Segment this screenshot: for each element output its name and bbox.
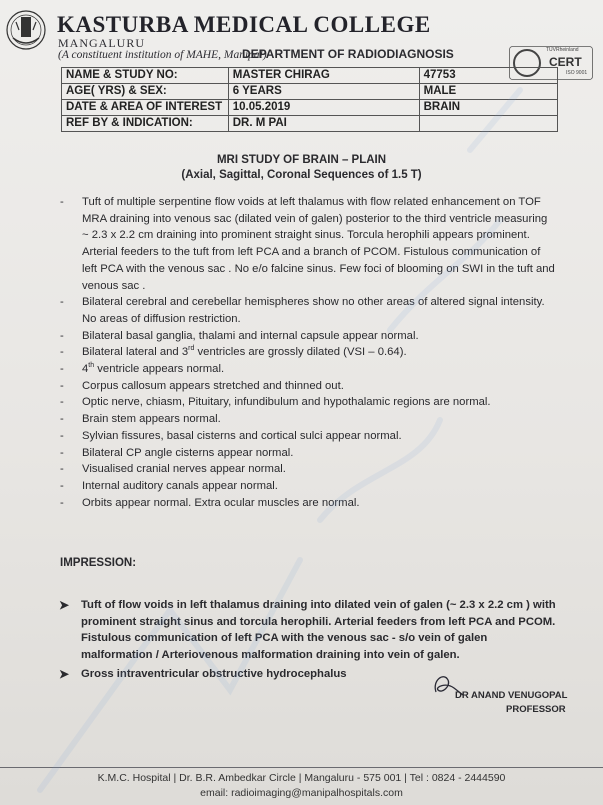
finding-superscript: rd bbox=[188, 345, 195, 353]
row-label: AGE( YRS) & SEX: bbox=[62, 84, 229, 100]
dash-bullet-icon: - bbox=[60, 296, 64, 309]
list-item bbox=[56, 461, 556, 478]
row-value-text: 6 YEARS bbox=[232, 85, 282, 97]
doctor-name: DR ANAND VENUGOPAL bbox=[455, 690, 568, 701]
impression-heading: IMPRESSION: bbox=[60, 557, 137, 569]
row-extra-text: 47753 bbox=[423, 69, 456, 81]
footer-address: K.M.C. Hospital | Dr. B.R. Ambedkar Circle | Mangaluru - 575 001 | Tel : 0824 - 2444590 bbox=[97, 772, 506, 784]
list-item bbox=[56, 344, 556, 361]
table-row bbox=[62, 84, 558, 100]
department-name: DEPARTMENT OF RADIODIAGNOSIS bbox=[242, 47, 454, 61]
list-item bbox=[56, 411, 556, 428]
list-item bbox=[56, 328, 556, 345]
cert-issuer: TÜVRheinland bbox=[546, 47, 579, 53]
row-value-text: DR. M PAI bbox=[232, 117, 287, 129]
row-extra bbox=[419, 116, 557, 132]
impression-text: Tuft of flow voids in left thalamus draining into dilated vein of galen (~ 2.3 x 2.2 cm ) with prominent straight sinus and torcula herophili. Arterial feeders from left PCA and PCOM. Fistulous communication of left PCA with the venous sac - s/o vein of galen malformation / Arteriovenous malformation draining into vein of galen. bbox=[81, 599, 556, 662]
finding-text: Visualised cranial nerves appear normal. bbox=[82, 463, 286, 476]
list-item bbox=[56, 294, 556, 327]
row-value bbox=[228, 116, 419, 132]
row-value bbox=[228, 68, 419, 84]
patient-info-table bbox=[61, 67, 558, 132]
college-name: KASTURBA MEDICAL COLLEGE bbox=[57, 12, 431, 37]
table-row bbox=[62, 100, 558, 116]
findings-list bbox=[56, 194, 556, 511]
list-item bbox=[57, 597, 557, 664]
study-subtitle: (Axial, Sagittal, Coronal Sequences of 1.5 T) bbox=[181, 169, 422, 181]
study-title: MRI STUDY OF BRAIN – PLAIN bbox=[216, 154, 387, 166]
finding-text: Sylvian fissures, basal cisterns and cortical sulci appear normal. bbox=[82, 429, 402, 442]
college-logo-icon bbox=[4, 8, 48, 52]
finding-text: Orbits appear normal. Extra ocular muscles are normal. bbox=[82, 496, 360, 509]
finding-superscript: th bbox=[88, 362, 95, 370]
list-item bbox=[56, 194, 556, 294]
finding-text: Brain stem appears normal. bbox=[82, 413, 221, 426]
finding-text: Bilateral cerebral and cerebellar hemispheres show no other areas of altered signal intensity. No areas of diffusion restriction. bbox=[82, 296, 545, 325]
dash-bullet-icon: - bbox=[60, 196, 64, 208]
finding-text: Bilateral CP angle cisterns appear normal. bbox=[82, 446, 294, 459]
list-item bbox=[56, 445, 556, 462]
dash-bullet-icon: - bbox=[60, 496, 64, 509]
list-item bbox=[56, 361, 556, 378]
dash-bullet-icon: - bbox=[60, 479, 64, 492]
finding-text: Tuft of multiple serpentine flow voids at left thalamus with flow related enhancement on TOF MRA draining into venous sac (dilated vein of galen) posterior to the third ventricle measuring ~ 2.3 x 2.2 cm draining into prominent straight sinus. Torcula herophili appears prominent. Arterial feeders to the tuft from left PCA and a branch of PCOM. Fistulous communication of left PCA with the venous sac . No e/o falcine sinus. Few foci of blooming on SWI in the tuft and venous sac . bbox=[82, 196, 555, 292]
list-item bbox=[56, 495, 556, 512]
impression-text: Gross intraventricular obstructive hydrocephalus bbox=[81, 667, 347, 680]
row-value bbox=[228, 100, 419, 116]
row-extra-text: MALE bbox=[423, 85, 457, 97]
finding-text: Bilateral basal ganglia, thalami and internal capsule appear normal. bbox=[82, 329, 419, 342]
finding-text-pre: Bilateral lateral and 3 bbox=[82, 346, 189, 359]
cert-iso: ISO 9001 bbox=[566, 70, 588, 76]
dash-bullet-icon: - bbox=[60, 346, 64, 359]
list-item bbox=[56, 394, 556, 411]
list-item bbox=[56, 478, 556, 495]
row-label: DATE & AREA OF INTEREST bbox=[62, 100, 229, 116]
list-item bbox=[56, 428, 556, 445]
row-label: REF BY & INDICATION: bbox=[62, 116, 229, 132]
list-item bbox=[56, 378, 556, 395]
footer-email: email: radioimaging@manipalhospitals.com bbox=[200, 787, 403, 799]
list-item bbox=[57, 666, 557, 683]
college-city: MANGALURU bbox=[58, 36, 145, 50]
impression-list bbox=[57, 597, 557, 685]
dash-bullet-icon: - bbox=[60, 396, 64, 409]
row-value-text: 10.05.2019 bbox=[232, 101, 291, 113]
doctor-designation: PROFESSOR bbox=[506, 704, 566, 715]
arrow-bullet-icon: ➤ bbox=[59, 666, 70, 681]
finding-text: Corpus callosum appears stretched and thinned out. bbox=[82, 379, 344, 392]
footer-divider bbox=[0, 767, 603, 768]
finding-text-pre: 4 bbox=[82, 363, 89, 376]
row-extra bbox=[419, 100, 557, 116]
dash-bullet-icon: - bbox=[60, 446, 64, 459]
cert-label: CERT bbox=[549, 55, 582, 69]
dash-bullet-icon: - bbox=[60, 463, 64, 476]
dash-bullet-icon: - bbox=[60, 363, 64, 376]
arrow-bullet-icon: ➤ bbox=[59, 598, 70, 612]
dash-bullet-icon: - bbox=[60, 413, 64, 426]
row-value bbox=[228, 84, 419, 100]
dash-bullet-icon: - bbox=[60, 429, 64, 442]
row-value-text: MASTER CHIRAG bbox=[232, 69, 330, 81]
finding-text: Internal auditory canals appear normal. bbox=[82, 479, 278, 492]
row-label: NAME & STUDY NO: bbox=[62, 68, 229, 84]
dash-bullet-icon: - bbox=[60, 329, 64, 342]
table-row bbox=[62, 116, 558, 132]
finding-text-post: ventricles are grossly dilated (VSI – 0.64). bbox=[194, 346, 407, 359]
row-extra bbox=[419, 84, 557, 100]
dash-bullet-icon: - bbox=[60, 379, 64, 392]
row-extra-text: BRAIN bbox=[423, 101, 461, 113]
table-row bbox=[62, 68, 558, 84]
finding-text-post: ventricle appears normal. bbox=[94, 363, 225, 376]
finding-text: Optic nerve, chiasm, Pituitary, infundibulum and hypothalamic regions are normal. bbox=[82, 396, 491, 409]
row-extra bbox=[419, 68, 557, 84]
college-constituent: (A constituent institution of MAHE, Manipal) bbox=[58, 49, 267, 61]
